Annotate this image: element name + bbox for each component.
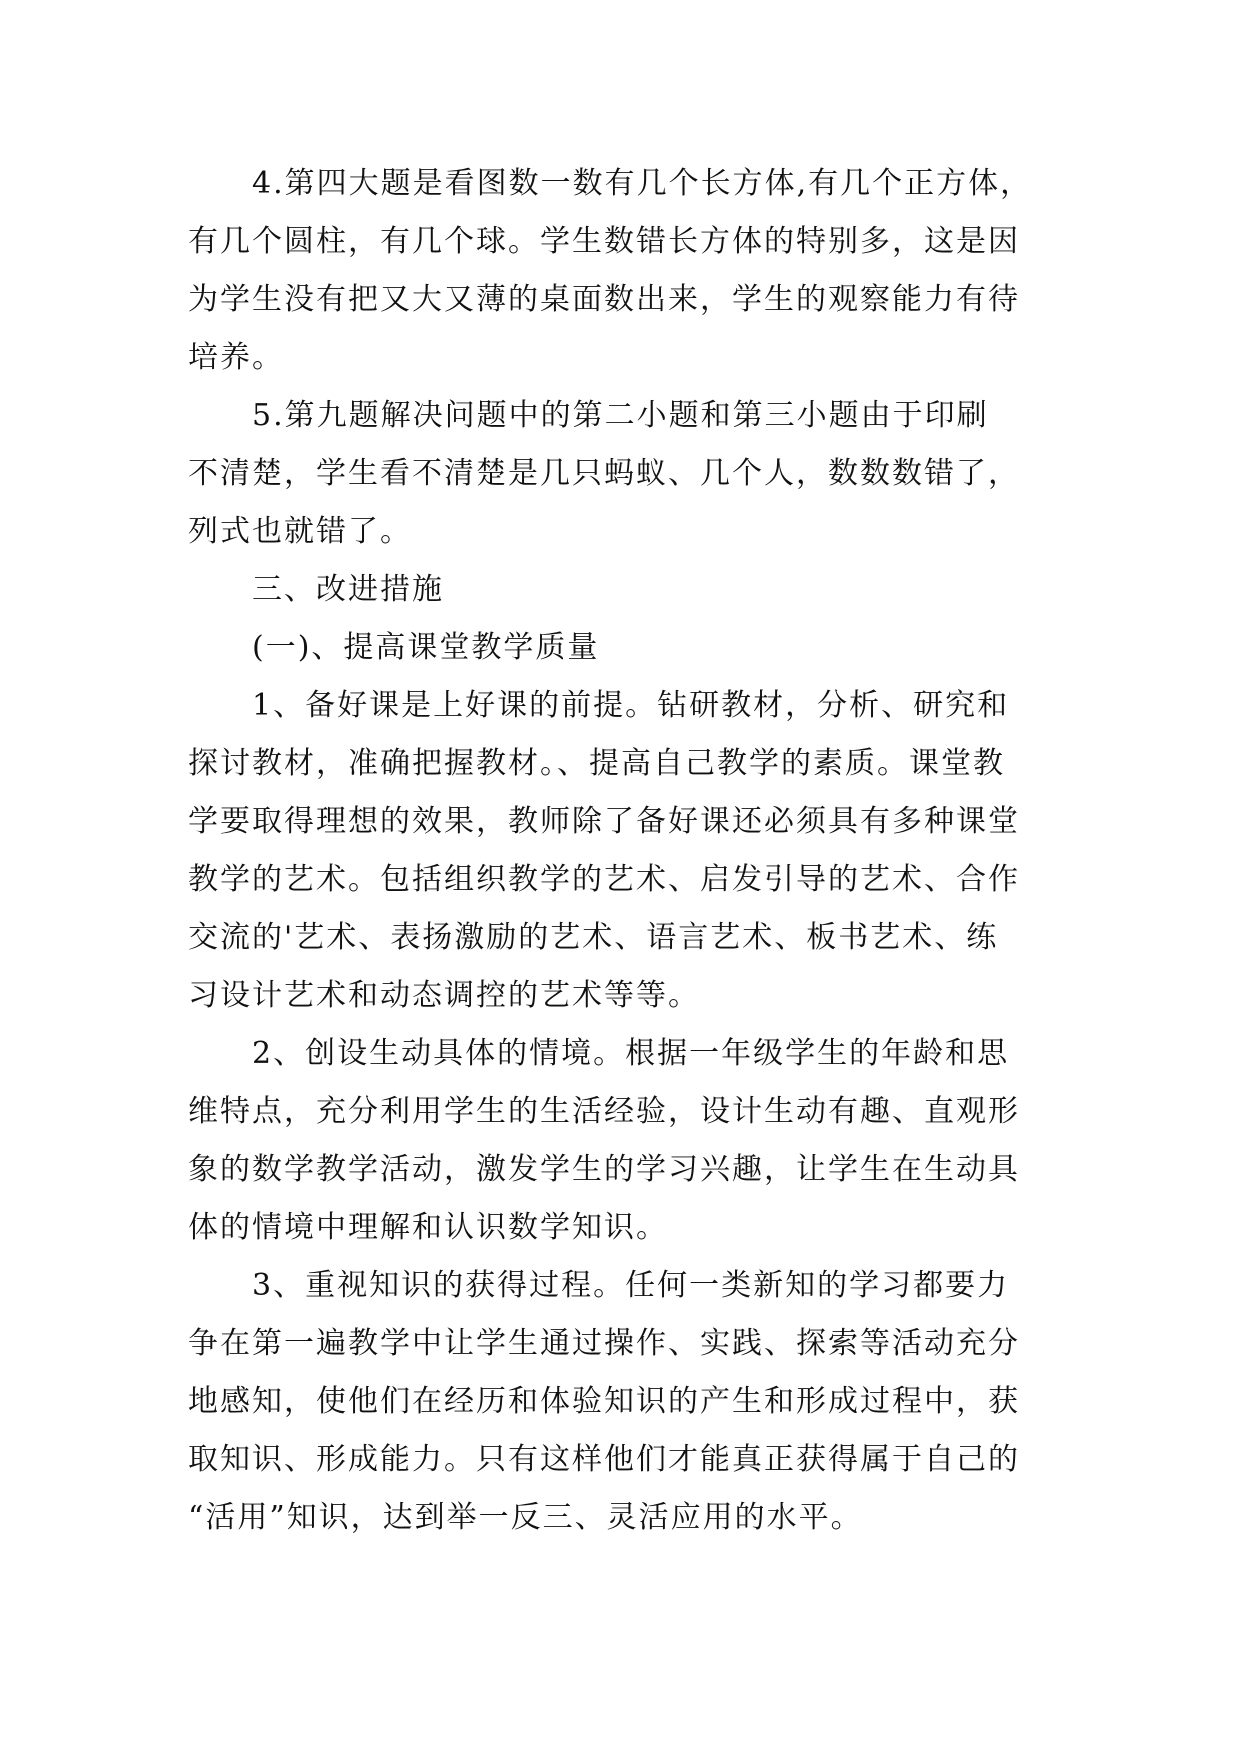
text-line: 3、重视知识的获得过程。任何一类新知的学习都要力 — [252, 1268, 1010, 1303]
text-line: 培养。 — [188, 340, 284, 375]
text-line: 1、备好课是上好课的前提。钻研教材，分析、研究和 — [252, 688, 1010, 723]
text-line: 列式也就错了。 — [188, 514, 412, 549]
paragraph-measure-3 — [188, 1257, 1078, 1547]
paragraph-item-4 — [188, 155, 1078, 387]
text-line: 探讨教材，准确把握教材。、提高自己教学的素质。课堂教 — [188, 746, 1005, 781]
text-line: 教学的艺术。包括组织教学的艺术、启发引导的艺术、合作 — [188, 862, 1020, 897]
text-line: 习设计艺术和动态调控的艺术等等。 — [188, 978, 700, 1013]
text-line: 争在第一遍教学中让学生通过操作、实践、探索等活动充分 — [188, 1326, 1020, 1361]
text-line: 为学生没有把又大又薄的桌面数出来，学生的观察能力有待 — [188, 282, 1020, 317]
text-line: 象的数学教学活动，激发学生的学习兴趣，让学生在生动具 — [188, 1152, 1020, 1187]
subsection-heading — [188, 619, 1078, 677]
text-line: 取知识、形成能力。只有这样他们才能真正获得属于自己的 — [188, 1442, 1020, 1477]
text-line: “活用”知识，达到举一反三、灵活应用的水平。 — [188, 1500, 863, 1535]
section-heading-text: 三、改进措施 — [252, 572, 444, 607]
section-heading — [188, 561, 1078, 619]
text-line: 4.第四大题是看图数一数有几个长方体,有几个正方体， — [252, 166, 1033, 201]
text-line: 地感知，使他们在经历和体验知识的产生和形成过程中，获 — [188, 1384, 1020, 1419]
text-line: 5.第九题解决问题中的第二小题和第三小题由于印刷 — [252, 398, 989, 433]
paragraph-measure-2 — [188, 1025, 1078, 1257]
subsection-heading-text: (一)、提高课堂教学质量 — [252, 630, 600, 665]
paragraph-item-5 — [188, 387, 1078, 561]
text-line: 维特点，充分利用学生的生活经验，设计生动有趣、直观形 — [188, 1094, 1020, 1129]
text-line: 有几个圆柱，有几个球。学生数错长方体的特别多，这是因 — [188, 224, 1020, 259]
text-line: 交流的'艺术、表扬激励的艺术、语言艺术、板书艺术、练 — [188, 920, 999, 955]
document-page — [188, 155, 1078, 1547]
paragraph-measure-1 — [188, 677, 1078, 1025]
text-line: 不清楚，学生看不清楚是几只蚂蚁、几个人，数数数错了， — [188, 456, 1020, 491]
text-line: 体的情境中理解和认识数学知识。 — [188, 1210, 668, 1245]
text-line: 2、创设生动具体的情境。根据一年级学生的年龄和思 — [252, 1036, 1010, 1071]
text-line: 学要取得理想的效果，教师除了备好课还必须具有多种课堂 — [188, 804, 1020, 839]
